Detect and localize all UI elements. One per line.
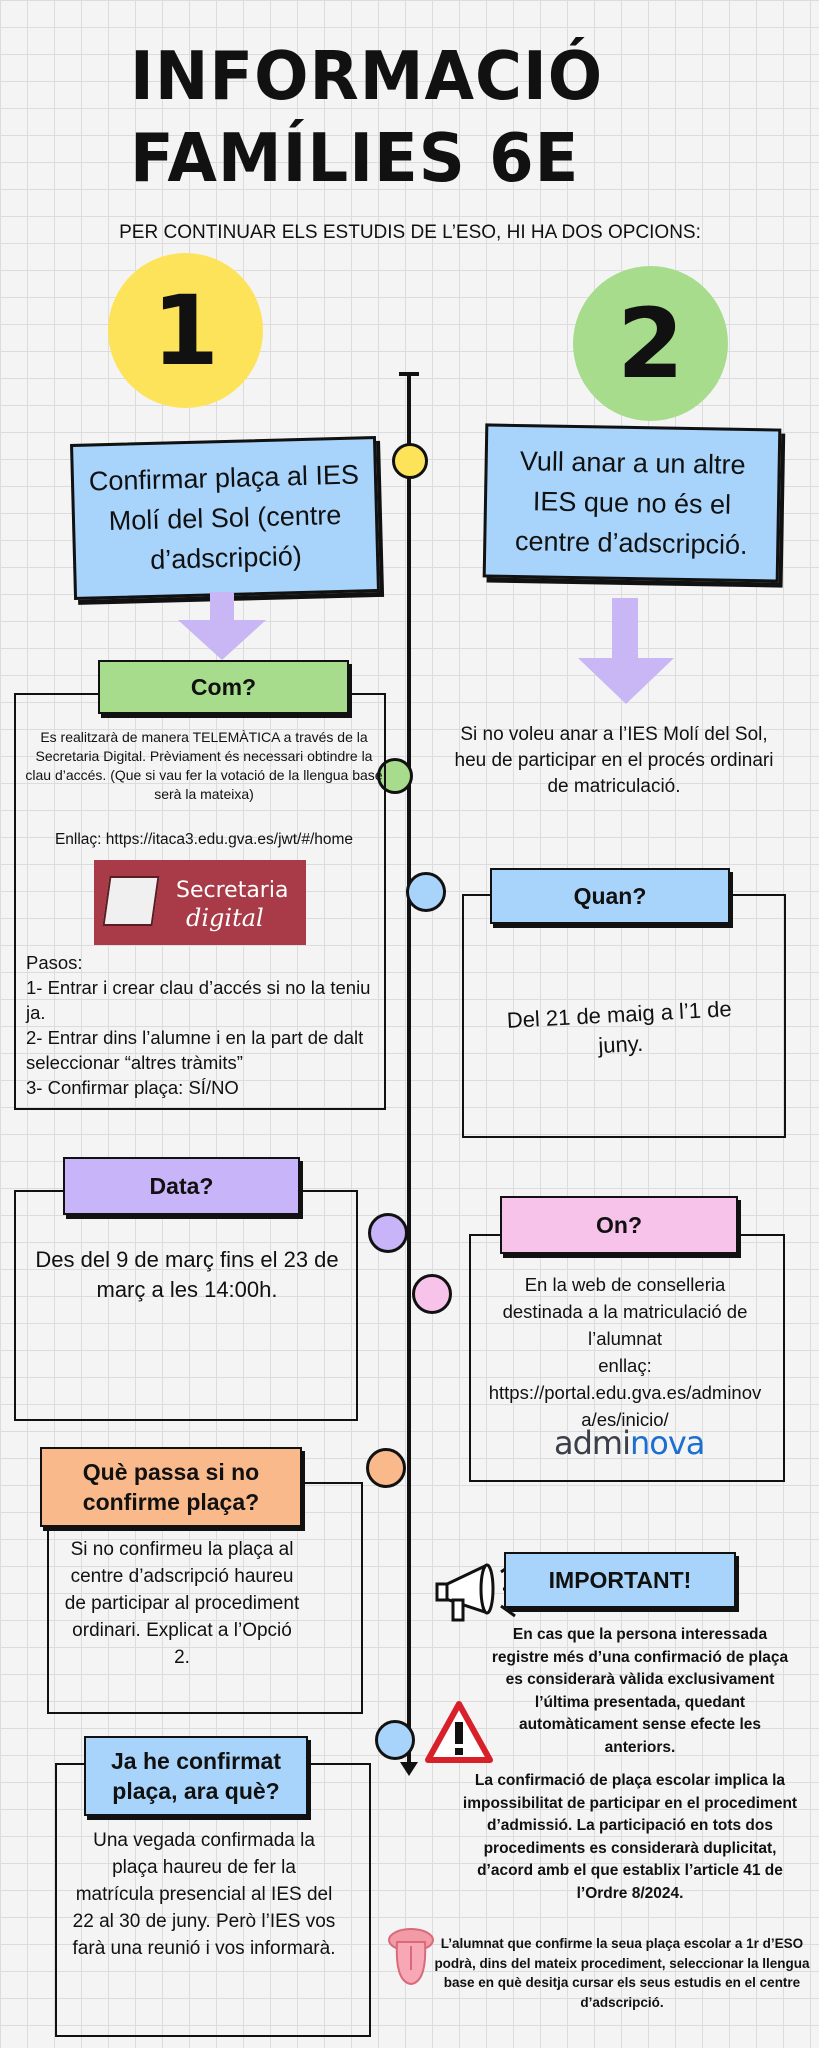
option-2-intro: Si no voleu anar a l’IES Molí del Sol, heu de participar en el procés ordinari de matriculació. (454, 724, 774, 797)
option-2-badge (573, 266, 728, 421)
tongue-icon (386, 1926, 436, 1988)
quan-text: Del 21 de maig a l’1 de juny. (506, 996, 733, 1059)
confirmed-tag: Ja he confirmat plaça, ara què? (84, 1736, 308, 1816)
arrow-down-icon-2-head (578, 658, 674, 704)
title-line-2: FAMÍLIES 6E (130, 120, 580, 198)
timeline-dot-yellow (392, 443, 428, 479)
secretaria-digital-logo (94, 860, 306, 945)
adminova-logo (554, 1424, 704, 1462)
step-3: 3- Confirmar plaça: SÍ/NO (26, 1077, 239, 1098)
page-title (130, 36, 604, 200)
adminova-logo-a: admi (554, 1424, 630, 1462)
arrow-down-icon-head (178, 620, 266, 660)
data-tag: Data? (63, 1157, 300, 1215)
timeline-arrow-head (400, 1762, 418, 1776)
timeline-dot-blue (406, 872, 446, 912)
timeline-dot-blue-bottom (375, 1720, 415, 1760)
timeline-dot-orange (366, 1448, 406, 1488)
important-text-3: L’alumnat que confirme la seua plaça escolar a 1r d’ESO podrà, dins del mateix procediment, seleccionar la llengua base en què desitja cursar els seus estudis en el centre d’adscripció. (434, 1936, 810, 2010)
option-1-heading: Confirmar plaça al IES Molí del Sol (centre d’adscripció) (88, 459, 360, 575)
timeline-dot-pink (412, 1274, 452, 1314)
on-link-label: enllaç: (598, 1355, 652, 1376)
on-tag: On? (500, 1196, 738, 1254)
com-text: Es realitzarà de manera TELEMÀTICA a través de la Secretaria Digital. Prèviament és necessari obtindre la clau d’accés. (Que si vau fer la votació de la llengua base serà la mateixa) (25, 729, 383, 802)
option-1-number: 1 (152, 274, 219, 387)
option-2-heading: Vull anar a un altre IES que no és el centre d’adscripció. (514, 446, 748, 561)
laptop-icon (102, 876, 159, 926)
data-text: Des del 9 de març fins el 23 de març a les 14:00h. (35, 1247, 339, 1302)
adminova-logo-b: nova (629, 1424, 705, 1462)
no-confirm-tag: Què passa si no confirme plaça? (40, 1447, 302, 1527)
step-1: 1- Entrar i crear clau d’accés si no la teniu ja. (26, 977, 371, 1023)
step-2: 2- Entrar dins l’alumne i en la part de dalt seleccionar “altres tràmits” (26, 1027, 364, 1073)
warning-icon (424, 1700, 494, 1764)
title-line-1: INFORMACIÓ (130, 38, 604, 116)
option-2-number: 2 (617, 287, 684, 400)
important-text-1: En cas que la persona interessada registre més d’una confirmació de plaça es considerarà vàlida exclusivament l’última presentada, quedant automàticament sense efecte les anteriors. (491, 1626, 789, 1756)
option-1-heading-box (70, 436, 380, 600)
data-frame (14, 1190, 358, 1421)
no-confirm-text: Si no confirmeu la plaça al centre d’adscripció haureu de participar al procediment ordinari. Explicat a l’Opció 2. (64, 1539, 300, 1668)
quan-tag: Quan? (490, 868, 730, 924)
confirmed-text: Una vegada confirmada la plaça haureu de fer la matrícula presencial al IES del 22 al 30 de juny. Però l’IES vos farà una reunió i vos informarà. (72, 1830, 336, 1959)
timeline-line (407, 374, 411, 1766)
subtitle: PER CONTINUAR ELS ESTUDIS DE L’ESO, HI HA DOS OPCIONS: (119, 222, 701, 243)
com-link[interactable]: Enllaç: https://itaca3.edu.gva.es/jwt/#/home (54, 831, 354, 848)
timeline-dot-purple (368, 1213, 408, 1253)
com-tag: Com? (98, 660, 349, 714)
logo-text-1: Secretaria (176, 878, 289, 903)
option-1-badge (108, 253, 263, 408)
option-2-heading-box (483, 423, 782, 582)
important-tag: IMPORTANT! (504, 1552, 736, 1608)
on-text: En la web de conselleria destinada a la matriculació de l’alumnat (502, 1274, 748, 1349)
steps-title: Pasos: (26, 952, 83, 973)
on-link[interactable]: https://portal.edu.gva.es/adminova/es/inicio/ (488, 1382, 762, 1430)
timeline-top-cap (399, 372, 419, 376)
important-text-2: La confirmació de plaça escolar implica la impossibilitat de participar en el procediment d’admissió. La participació en tots dos procediments es considerarà duplicitat, d’acord amb el que establix l’article 41 de l’Ordre 8/2024. (462, 1772, 798, 1902)
com-steps (26, 950, 386, 1100)
logo-text-2: digital (186, 904, 264, 932)
